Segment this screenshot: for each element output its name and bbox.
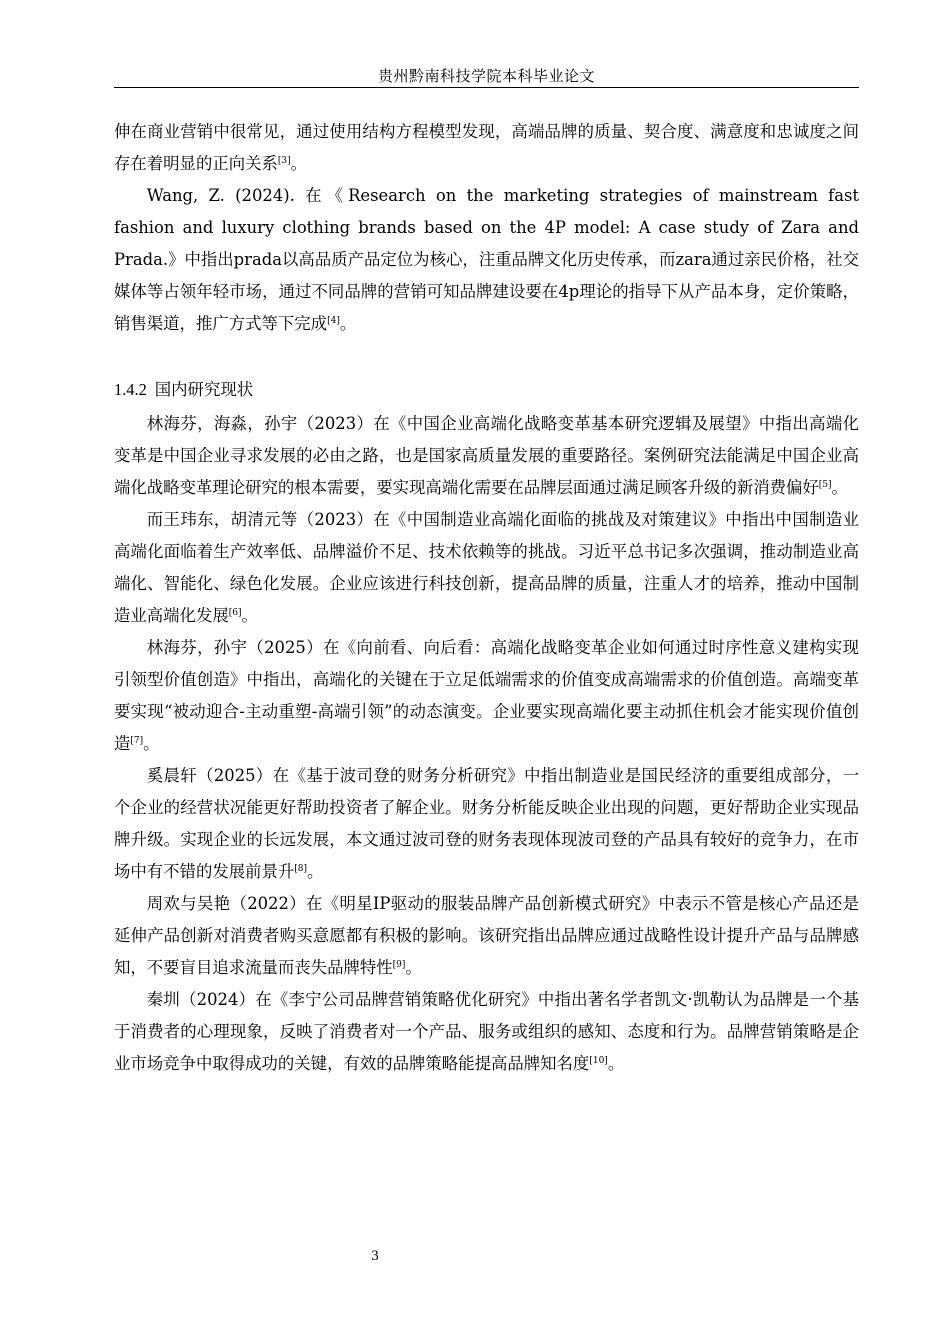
paragraph-text: Wang, Z. (2024). 在《Research on the marketing strategies of mainstream fast fashion and luxury clothing brands based on the 4P model: A case study of Zara and Prada.》中指出prada以高品质产品定位为核心，注重品牌文化历史传承，而zara通过亲民价格，社交媒体等占领年轻市场，通过不同品牌的营销可知品牌建设要在4p理论的指导下从产品本身，定价策略，销售渠道，推广方式等下完成 <box>114 186 859 333</box>
section-title: 国内研究现状 <box>154 380 254 399</box>
citation-ref: [4] <box>327 316 340 326</box>
paragraph-text: 林海芬，海淼，孙宇（2023）在《中国企业高端化战略变革基本研究逻辑及展望》中指出高端化变革是中国企业寻求发展的必由之路，也是国家高质量发展的重要路径。案例研究法能满足中国企业高端化战略变革理论研究的根本需要，要实现高端化需要在品牌层面通过满足顾客升级的新消费偏好 <box>114 414 859 497</box>
paragraph <box>114 504 859 632</box>
citation-ref: [5] <box>818 480 832 490</box>
paragraph-end: 。 <box>241 606 258 625</box>
citation-ref: [6] <box>228 608 242 618</box>
citation-ref: [9] <box>392 960 406 970</box>
paragraph-end: 。 <box>607 1054 625 1073</box>
section-number: 1.4.2 <box>114 380 147 399</box>
paragraph-text: 伸在商业营销中很常见，通过使用结构方程模型发现，高端品牌的质量、契合度、满意度和忠诚度之间存在着明显的正向关系 <box>114 122 859 173</box>
paragraph-text: 而王玮东，胡清元等（2023）在《中国制造业高端化面临的挑战及对策建议》中指出中国制造业高端化面临着生产效率低、品牌溢价不足、技术依赖等的挑战。习近平总书记多次强调，推动制造业高端化、智能化、绿色化发展。企业应该进行科技创新，提高品牌的质量，注重人才的培养，推动中国制造业高端化发展 <box>114 510 859 625</box>
paragraph-text: 奚晨轩（2025）在《基于波司登的财务分析研究》中指出制造业是国民经济的重要组成部分，一个企业的经营状况能更好帮助投资者了解企业。财务分析能反映企业出现的问题，更好帮助企业实现品牌升级。实现企业的长远发展，本文通过波司登的财务表现体现波司登的产品具有较好的竞争力，在市场中有不错的发展前景升 <box>114 766 859 881</box>
paragraph-end: 。 <box>831 478 848 497</box>
document-body <box>114 116 859 1080</box>
paragraph <box>114 888 859 984</box>
paragraph <box>114 632 859 760</box>
paragraph-text: 林海芬，孙宇（2025）在《向前看、向后看：高端化战略变革企业如何通过时序性意义建构实现引领型价值创造》中指出，高端化的关键在于立足低端需求的价值变成高端需求的价值创造。高端变革要实现“被动迎合-主动重塑-高端引领”的动态演变。企业要实现高端化要主动抓住机会才能实现价值创造 <box>114 638 859 753</box>
page-number: 3 <box>371 1248 379 1264</box>
header-divider <box>114 87 859 88</box>
paragraph-end: 。 <box>307 862 324 881</box>
paragraph-end: 。 <box>405 958 422 977</box>
paragraph-text: 秦圳（2024）在《李宁公司品牌营销策略优化研究》中指出著名学者凯文·凯勒认为品牌是一个基于消费者的心理现象，反映了消费者对一个产品、服务或组织的感知、态度和行为。品牌营销策略是企业市场竞争中取得成功的关键，有效的品牌策略能提高品牌知名度 <box>114 990 859 1073</box>
citation-ref: [10] <box>589 1056 608 1066</box>
page-header-title: 贵州黔南科技学院本科毕业论文 <box>377 67 595 85</box>
citation-ref: [8] <box>294 864 308 874</box>
paragraph-end: 。 <box>339 314 357 333</box>
paragraph-end: 。 <box>290 154 308 173</box>
paragraph <box>114 180 859 340</box>
paragraph <box>114 116 859 180</box>
citation-ref: [7] <box>130 736 144 746</box>
paragraph-end: 。 <box>143 734 160 753</box>
paragraph <box>114 984 859 1080</box>
paragraph-text: 周欢与吴艳（2022）在《明星IP驱动的服装品牌产品创新模式研究》中表示不管是核心产品还是延伸产品创新对消费者购买意愿都有积极的影响。该研究指出品牌应通过战略性设计提升产品与品牌感知，不要盲目追求流量而丧失品牌特性 <box>114 894 859 977</box>
paragraph <box>114 408 859 504</box>
paragraph <box>114 760 859 888</box>
citation-ref: [3] <box>277 156 291 166</box>
section-heading <box>114 374 859 406</box>
